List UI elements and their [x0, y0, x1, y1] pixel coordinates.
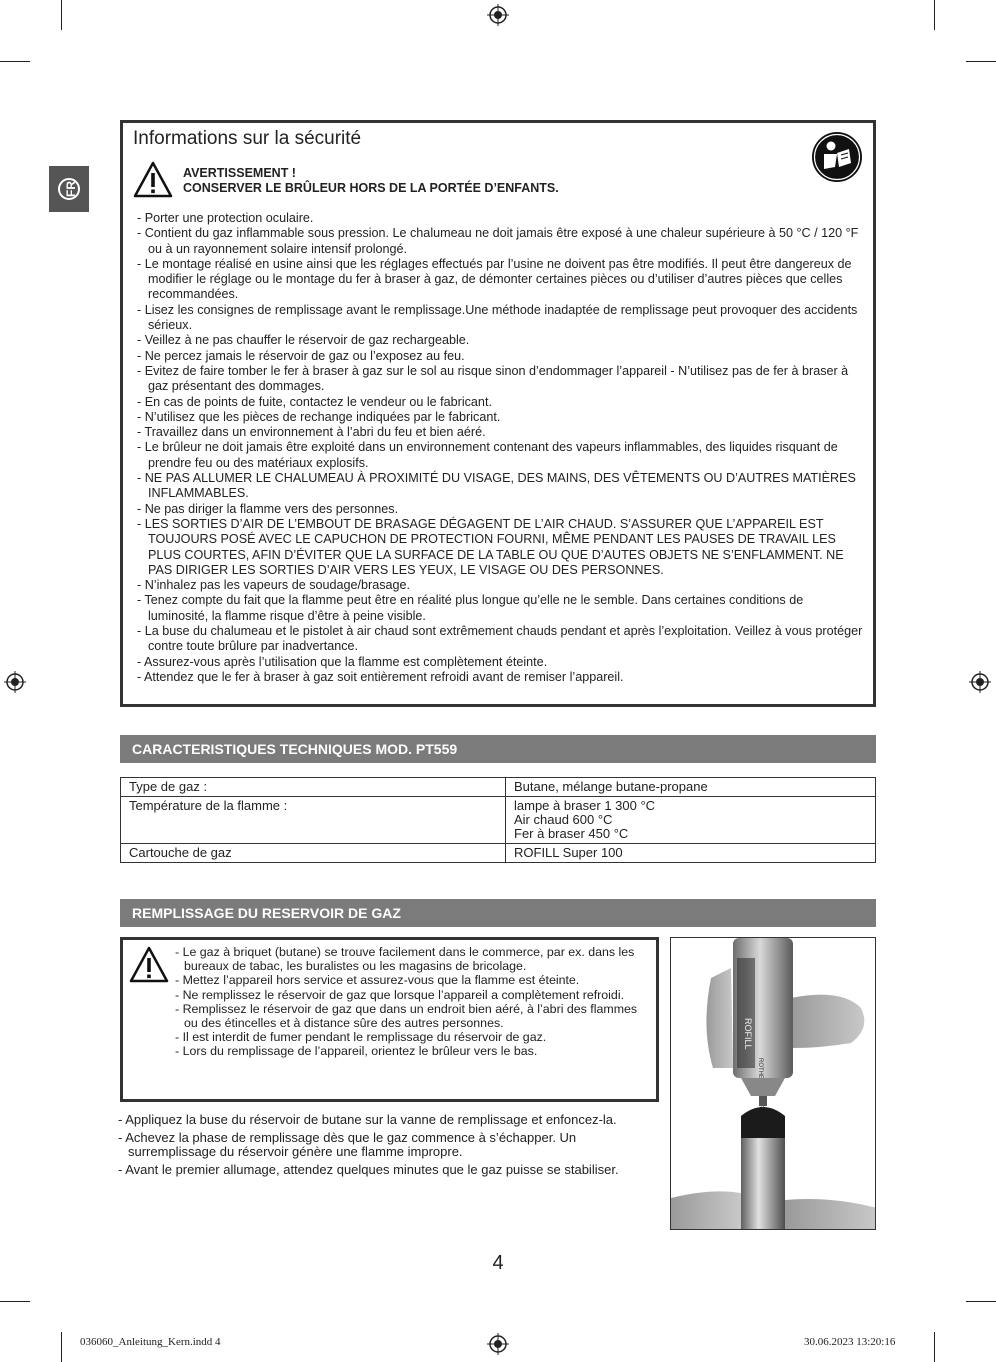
language-tab	[49, 166, 89, 212]
spec-value: lampe à braser 1 300 °C Air chaud 600 °C Fer à braser 450 °C	[506, 797, 876, 844]
specs-heading: CARACTERISTIQUES TECHNIQUES MOD. PT559	[120, 735, 876, 763]
refill-warning-box	[120, 937, 659, 1102]
table-row	[121, 778, 876, 797]
list-item: - Ne pas diriger la flamme vers des personnes.	[137, 501, 399, 516]
specs-table	[120, 777, 876, 863]
list-item: - Lisez les consignes de remplissage avant le remplissage.Une méthode inadaptée de remplissage peut provoquer des accidents sérieux.	[137, 302, 858, 333]
spec-value: Butane, mélange butane-propane	[506, 778, 876, 797]
footer-datetime: 30.06.2023 13:20:16	[804, 1336, 896, 1348]
warning-heading	[183, 166, 559, 196]
list-item: - Remplissez le réservoir de gaz que dans un endroit bien aéré, à l’abri des flammes ou des étincelles et à distance sûre des autres personnes.	[175, 1001, 638, 1031]
safety-info-box	[120, 120, 876, 707]
list-item: - Achevez la phase de remplissage dès que le gaz commence à s’échapper. Un surremplissage du réservoir génère une flamme impropre.	[118, 1129, 577, 1159]
list-item: - Assurez-vous après l’utilisation que la flamme est complètement éteinte.	[137, 654, 548, 669]
safety-list	[137, 211, 865, 685]
crop-mark	[966, 1301, 996, 1302]
list-item: - En cas de points de fuite, contactez le vendeur ou le fabricant.	[137, 394, 492, 409]
warning-triangle-icon	[129, 946, 169, 984]
can-label: ROFILL	[743, 1018, 753, 1050]
list-item: - Il est interdit de fumer pendant le remplissage du réservoir de gaz.	[175, 1030, 547, 1045]
crop-mark	[61, 0, 62, 30]
spec-label: Température de la flamme :	[121, 797, 506, 844]
list-item: - Ne remplissez le réservoir de gaz que lorsque l’appareil a complètement refroidi.	[175, 987, 625, 1002]
read-manual-icon	[811, 131, 863, 183]
list-item: - LES SORTIES D’AIR DE L’EMBOUT DE BRASAGE DÉGAGENT DE L’AIR CHAUD. S’ASSURER QUE L’APPAREIL EST TOUJOURS POSÉ AVEC LE CAPUCHON DE PROTECTION FOURNI, MÊME PENDANT LES PAUSES DE TRAVAIL LES PLUS COURTES, AFIN D’ÉVITER QUE LA SURFACE DE LA TABLE OU QUE D’AUTES OBJETS NE S’ENFLAMMENT. NE PAS DIRIGER LES SORTIES D’AIR VERS LES YEUX, LE VISAGE OU DES PERSONNES.	[137, 516, 844, 577]
table-row	[121, 797, 876, 844]
refill-illustration	[671, 938, 876, 1230]
spec-label: Cartouche de gaz	[121, 844, 506, 863]
language-tab-label: FR	[58, 178, 80, 200]
registration-mark-icon	[969, 671, 991, 693]
refill-heading: REMPLISSAGE DU RESERVOIR DE GAZ	[120, 899, 876, 927]
warning-triangle-icon	[133, 161, 173, 199]
list-item: - Appliquez la buse du réservoir de butane sur la vanne de remplissage et enfoncez-la.	[118, 1112, 617, 1127]
list-item: - Le brûleur ne doit jamais être exploité dans un environnement contenant des vapeurs inflammables, des liquides risquant de prendre feu ou des matériaux explosifs.	[137, 440, 838, 470]
list-item: - Veillez à ne pas chauffer le réservoir de gaz rechargeable.	[137, 333, 470, 348]
list-item: - Tenez compte du fait que la flamme peut être en réalité plus longue qu’elle ne le semble. Dans certaines conditions de luminosité, la flamme risque d’être à peine visible.	[137, 593, 804, 623]
list-item: - Travaillez dans un environnement à l’abri du feu et bien aéré.	[137, 425, 486, 440]
list-item: - N’utilisez que les pièces de rechange indiquées par le fabricant.	[137, 409, 501, 424]
table-row	[121, 844, 876, 863]
refill-steps-list	[118, 1113, 658, 1180]
list-item: - NE PAS ALLUMER LE CHALUMEAU À PROXIMITÉ DU VISAGE, DES MAINS, DES VÊTEMENTS OU D’AUTRES MATIÈRES INFLAMMABLES.	[137, 471, 856, 501]
list-item: - Mettez l’appareil hors service et assurez-vous que la flamme est éteinte.	[175, 973, 580, 988]
registration-mark-icon	[487, 4, 509, 26]
crop-mark	[0, 61, 30, 62]
list-item: - Le montage réalisé en usine ainsi que les réglages effectués par l’usine ne doivent pas être modifiés. Il peut être dangereux de modifier le réglage ou le montage du fer à braser à gaz, de démonter certaines pièces ou d’utiliser d’autres pièces que celles recommandées.	[137, 256, 852, 302]
registration-mark-icon	[487, 1333, 509, 1355]
list-item: - Evitez de faire tomber le fer à braser à gaz sur le sol au risque sinon d’endommager l’appareil - N’utilisez pas de fer à braser à gaz présentant des dommages.	[137, 363, 849, 394]
list-item: - La buse du chalumeau et le pistolet à air chaud sont extrêmement chauds pendant et après l’exploitation. Veillez à vous protéger contre toute brûlure par inadvertance.	[137, 624, 863, 654]
crop-mark	[61, 1332, 62, 1362]
crop-mark	[934, 0, 935, 30]
footer-filename: 036060_Anleitung_Kern.indd 4	[80, 1336, 221, 1348]
list-item: - Porter une protection oculaire.	[137, 211, 314, 225]
warning-line-1: AVERTISSEMENT !	[183, 166, 296, 180]
list-item: - N’inhalez pas les vapeurs de soudage/brasage.	[137, 578, 411, 593]
list-item: - Le gaz à briquet (butane) se trouve facilement dans le commerce, par ex. dans les bureaux de tabac, les buralistes ou les magasins de bricolage.	[175, 945, 635, 974]
registration-mark-icon	[4, 671, 26, 693]
list-item: - Attendez que le fer à braser à gaz soit entièrement refroidi avant de remiser l’appareil.	[137, 669, 624, 684]
warning-line-2: CONSERVER LE BRÛLEUR HORS DE LA PORTÉE D’ENFANTS.	[183, 181, 559, 195]
crop-mark	[0, 1301, 30, 1302]
safety-title: Informations sur la sécurité	[133, 128, 362, 149]
refill-photo	[670, 937, 876, 1230]
list-item: - Avant le premier allumage, attendez quelques minutes que le gaz puisse se stabiliser.	[118, 1161, 619, 1177]
list-item: - Contient du gaz inflammable sous pression. Le chalumeau ne doit jamais être exposé à une chaleur supérieure à 50 °C / 120 °F ou à un rayonnement solaire intensif prolongé.	[137, 226, 859, 256]
spec-value: ROFILL Super 100	[506, 844, 876, 863]
list-item: - Ne percez jamais le réservoir de gaz ou l’exposez au feu.	[137, 348, 465, 363]
refill-warning-list	[175, 945, 645, 1059]
crop-mark	[966, 61, 996, 62]
spec-label: Type de gaz :	[121, 778, 506, 797]
crop-mark	[934, 1332, 935, 1362]
list-item: - Lors du remplissage de l’appareil, orientez le brûleur vers le bas.	[175, 1044, 538, 1059]
page-number: 4	[492, 1252, 504, 1274]
